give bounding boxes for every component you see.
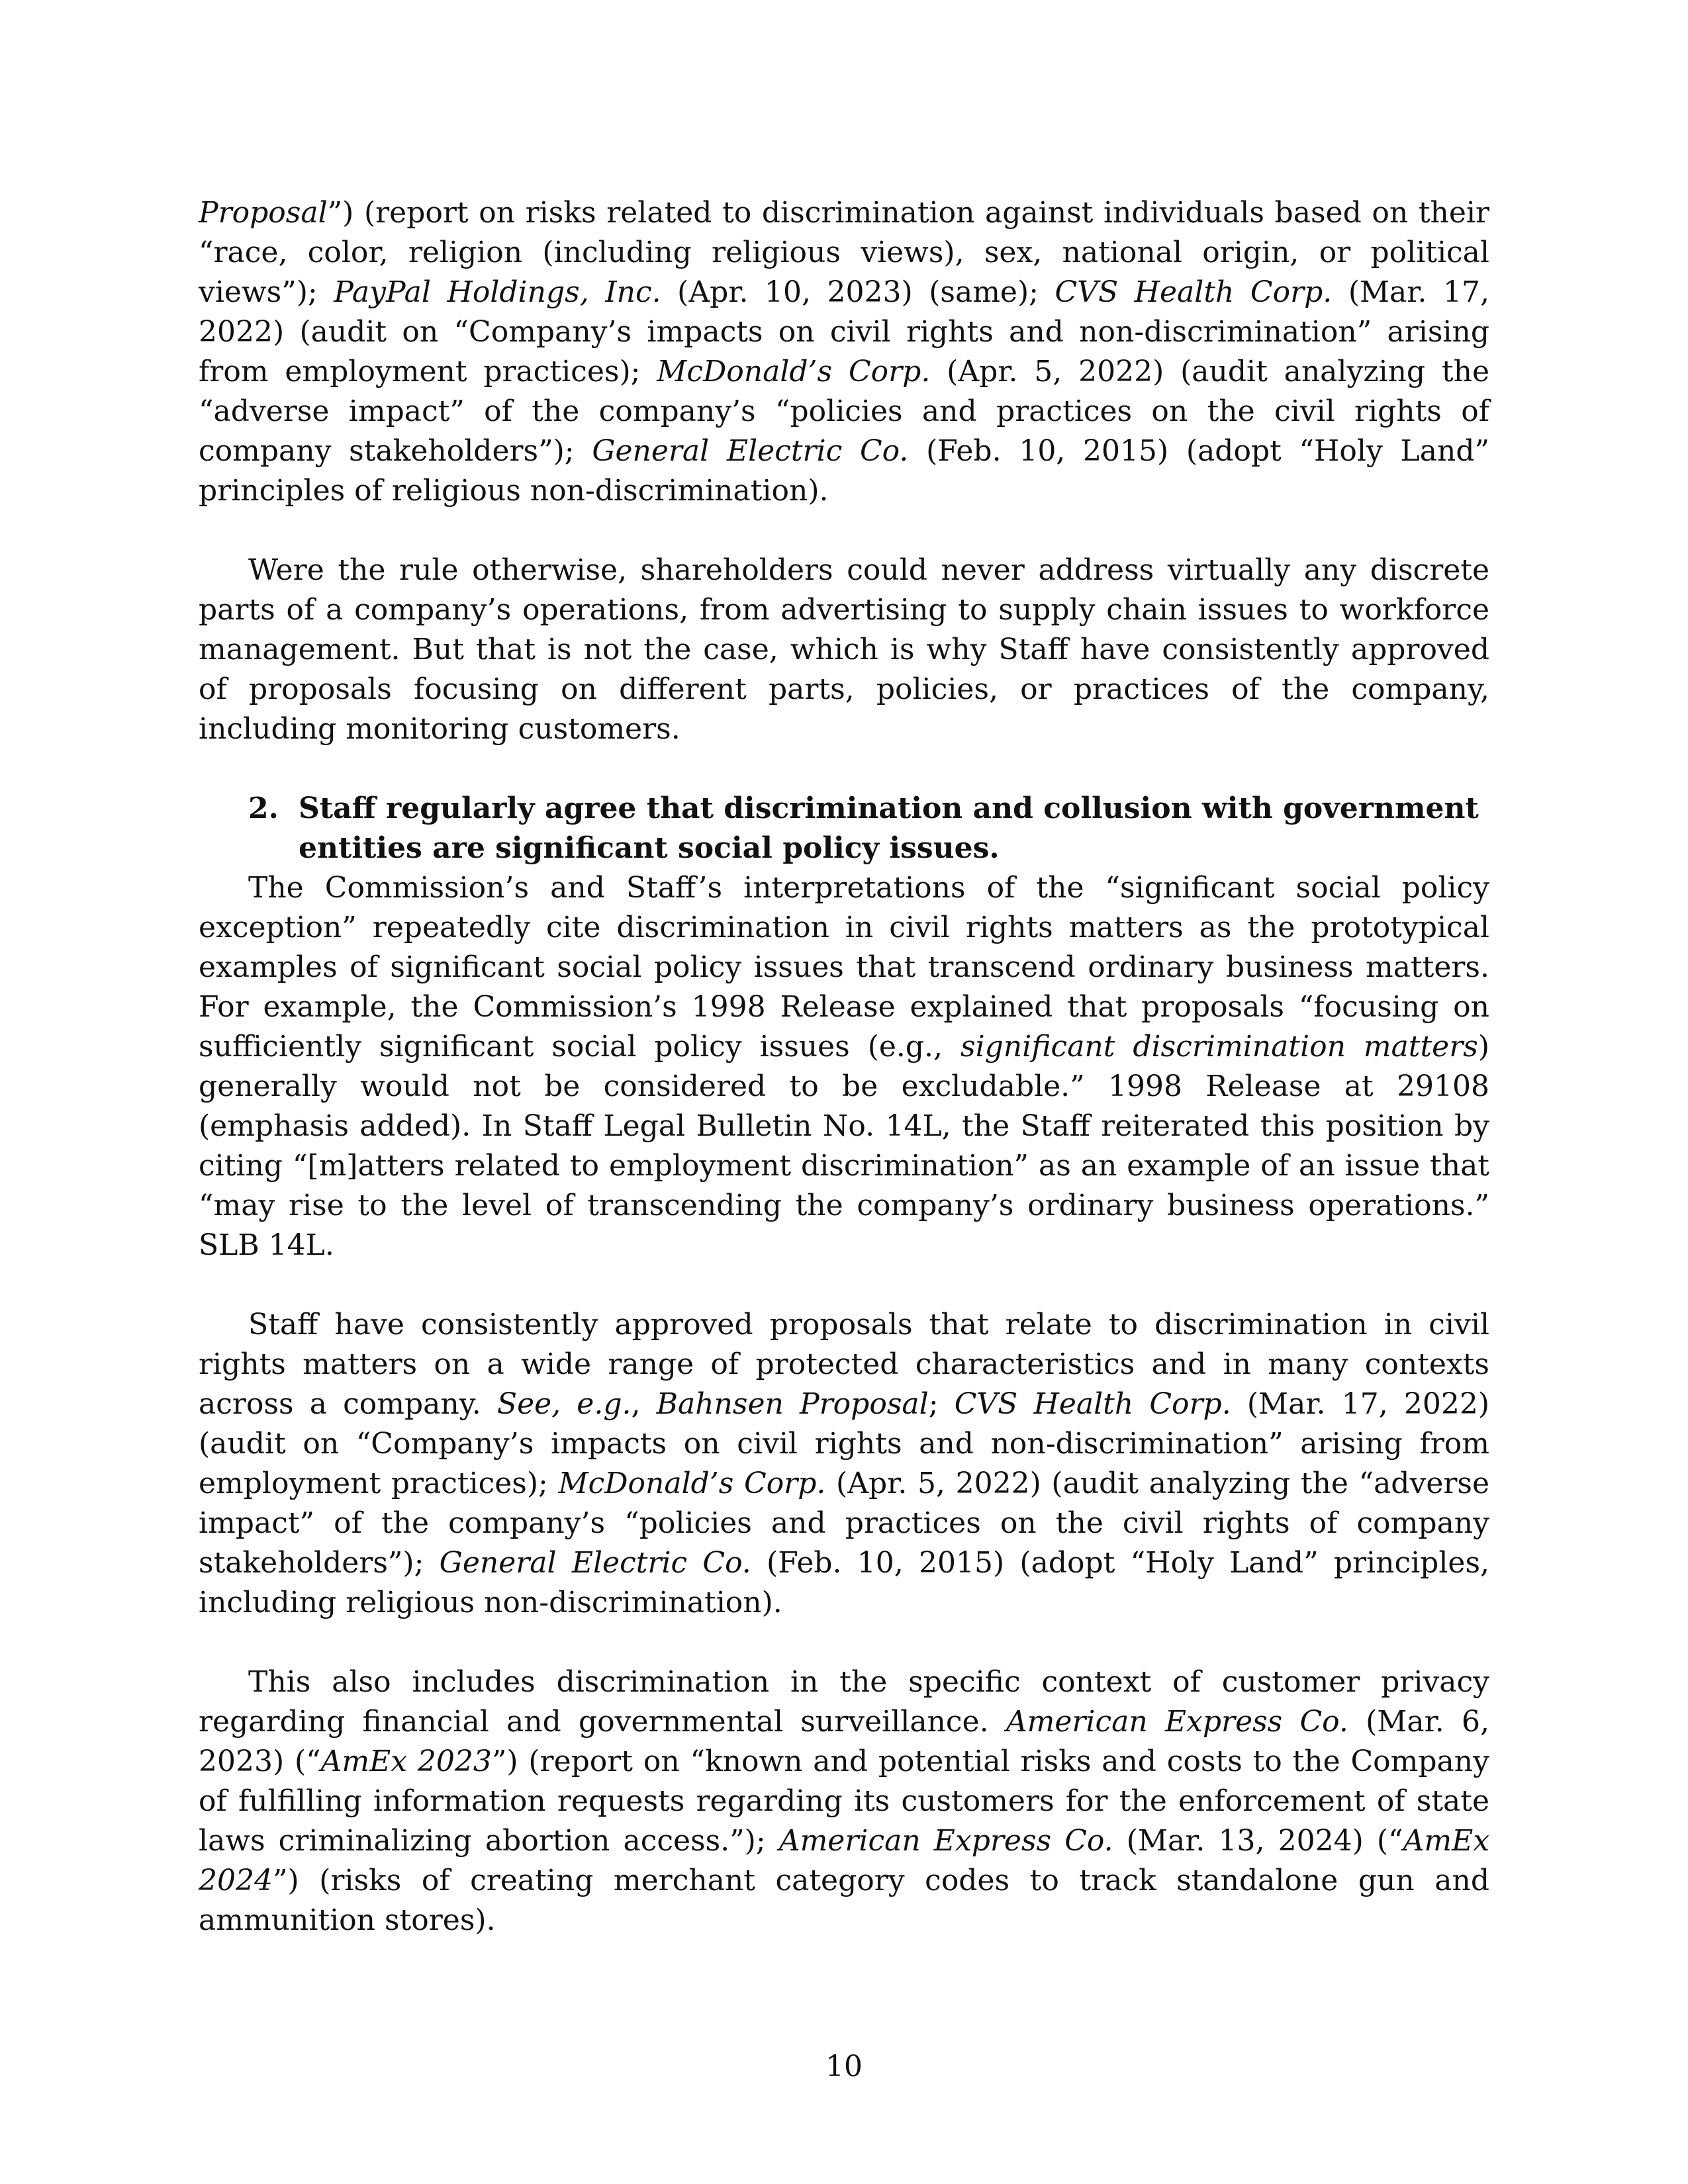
italic-citation: CVS Health Corp.: [954, 1387, 1231, 1421]
italic-citation: Proposal: [199, 196, 328, 230]
body-before-heading: [199, 193, 1489, 749]
document-page: [199, 193, 1489, 1940]
page-number: 10: [825, 2050, 863, 2083]
paragraph-text: (Mar. 17, 2022) (audit on “Company’s impacts on civil rights and non-discrimination” arising from employment practices);: [199, 275, 1489, 388]
paragraph-p4: [199, 1305, 1489, 1623]
italic-citation: PayPal Holdings, Inc.: [334, 275, 661, 309]
paragraph-text: (Feb. 10, 2015) (adopt “Holy Land” principles, including religious non-discrimination).: [199, 1546, 1490, 1619]
paragraph-p1: [199, 193, 1489, 511]
paragraph-text: ”) (report on “known and potential risks and costs to the Company of fulfilling information requests regarding its customers for the enforcement of state laws criminalizing abortion access.”);: [199, 1745, 1489, 1858]
section-heading-number: 2.: [248, 792, 279, 825]
italic-citation: American Express Co.: [1006, 1705, 1348, 1739]
paragraph-text: ,: [631, 1387, 657, 1421]
paragraph-text: (Mar. 17, 2022) (audit on “Company’s impacts on civil rights and non-discrimination” arising from employment practices);: [199, 1387, 1489, 1500]
paragraph-p3: [199, 868, 1489, 1265]
paragraph-text: ”) (report on risks related to discrimination against individuals based on their “race, color, religion (including religious views), sex, national origin, or political views”);: [199, 196, 1489, 309]
paragraph-text: (Mar. 13, 2024) (“: [1113, 1824, 1403, 1858]
paragraph-text: (Mar. 6, 2023) (“: [199, 1705, 1490, 1778]
italic-citation: AmEx 2023: [320, 1745, 492, 1778]
paragraph-text: (Apr. 5, 2022) (audit analyzing the “adverse impact” of the company’s “policies and practices on the civil rights of company stakeholders”);: [199, 355, 1489, 468]
italic-citation: American Express Co.: [778, 1824, 1113, 1858]
paragraph-text: Staff have consistently approved proposals that relate to discrimination in civil rights matters on a wide range of protected characteristics and in many contexts across a company.: [199, 1308, 1489, 1421]
paragraph-text: ;: [928, 1387, 955, 1421]
paragraph-text: ) generally would not be considered to be excludable.” 1998 Release at 29108 (emphasis added). In Staff Legal Bulletin No. 14L, the Staff reiterated this position by citing “[m]atters related to employment discrimination” as an example of an issue that “may rise to the level of transcending the company’s ordinary business operations.” SLB 14L.: [199, 1030, 1489, 1262]
section-heading-text: Staff regularly agree that discrimination and collusion with government entities are significant social policy issues.: [299, 792, 1479, 865]
paragraph-text: (Feb. 10, 2015) (adopt “Holy Land” principles of religious non-discrimination).: [199, 434, 1490, 508]
paragraph-p5: [199, 1662, 1489, 1940]
italic-citation: General Electric Co.: [592, 434, 909, 468]
italic-citation: See, e.g.: [496, 1387, 632, 1421]
section-heading: [248, 789, 1489, 868]
paragraph-p2: [199, 551, 1489, 749]
italic-citation: CVS Health Corp.: [1055, 275, 1333, 309]
paragraph-text: (Apr. 5, 2022) (audit analyzing the “adverse impact” of the company’s “policies and practices on the civil rights of company stakeholders”);: [199, 1467, 1490, 1580]
paragraph-text: The Commission’s and Staff’s interpretations of the “significant social policy exception” repeatedly cite discrimination in civil rights matters as the prototypical examples of significant social policy issues that transcend ordinary business matters. For example, the Commission’s 1998 Release explained that proposals “focusing on sufficiently significant social policy issues (e.g.,: [199, 871, 1489, 1064]
paragraph-text: Were the rule otherwise, shareholders could never address virtually any discrete parts of a company’s operations, from advertising to supply chain issues to workforce management. But that is not the case, which is why Staff have consistently approved of proposals focusing on different parts, policies, or practices of the company, including monitoring customers.: [199, 553, 1489, 746]
italic-citation: General Electric Co.: [439, 1546, 751, 1580]
paragraph-text: (Apr. 10, 2023) (same);: [661, 275, 1055, 309]
italic-citation: significant discrimination matters: [960, 1030, 1478, 1064]
body-after-heading: [199, 868, 1489, 1940]
paragraph-text: ”) (risks of creating merchant category codes to track standalone gun and ammunition stores).: [199, 1864, 1489, 1937]
italic-citation: McDonald’s Corp.: [657, 355, 931, 388]
italic-citation: McDonald’s Corp.: [558, 1467, 826, 1500]
paragraph-text: This also includes discrimination in the specific context of customer privacy regarding financial and governmental surveillance.: [199, 1665, 1489, 1739]
italic-citation: Bahnsen Proposal: [656, 1387, 929, 1421]
italic-citation: AmEx 2024: [199, 1824, 1490, 1897]
